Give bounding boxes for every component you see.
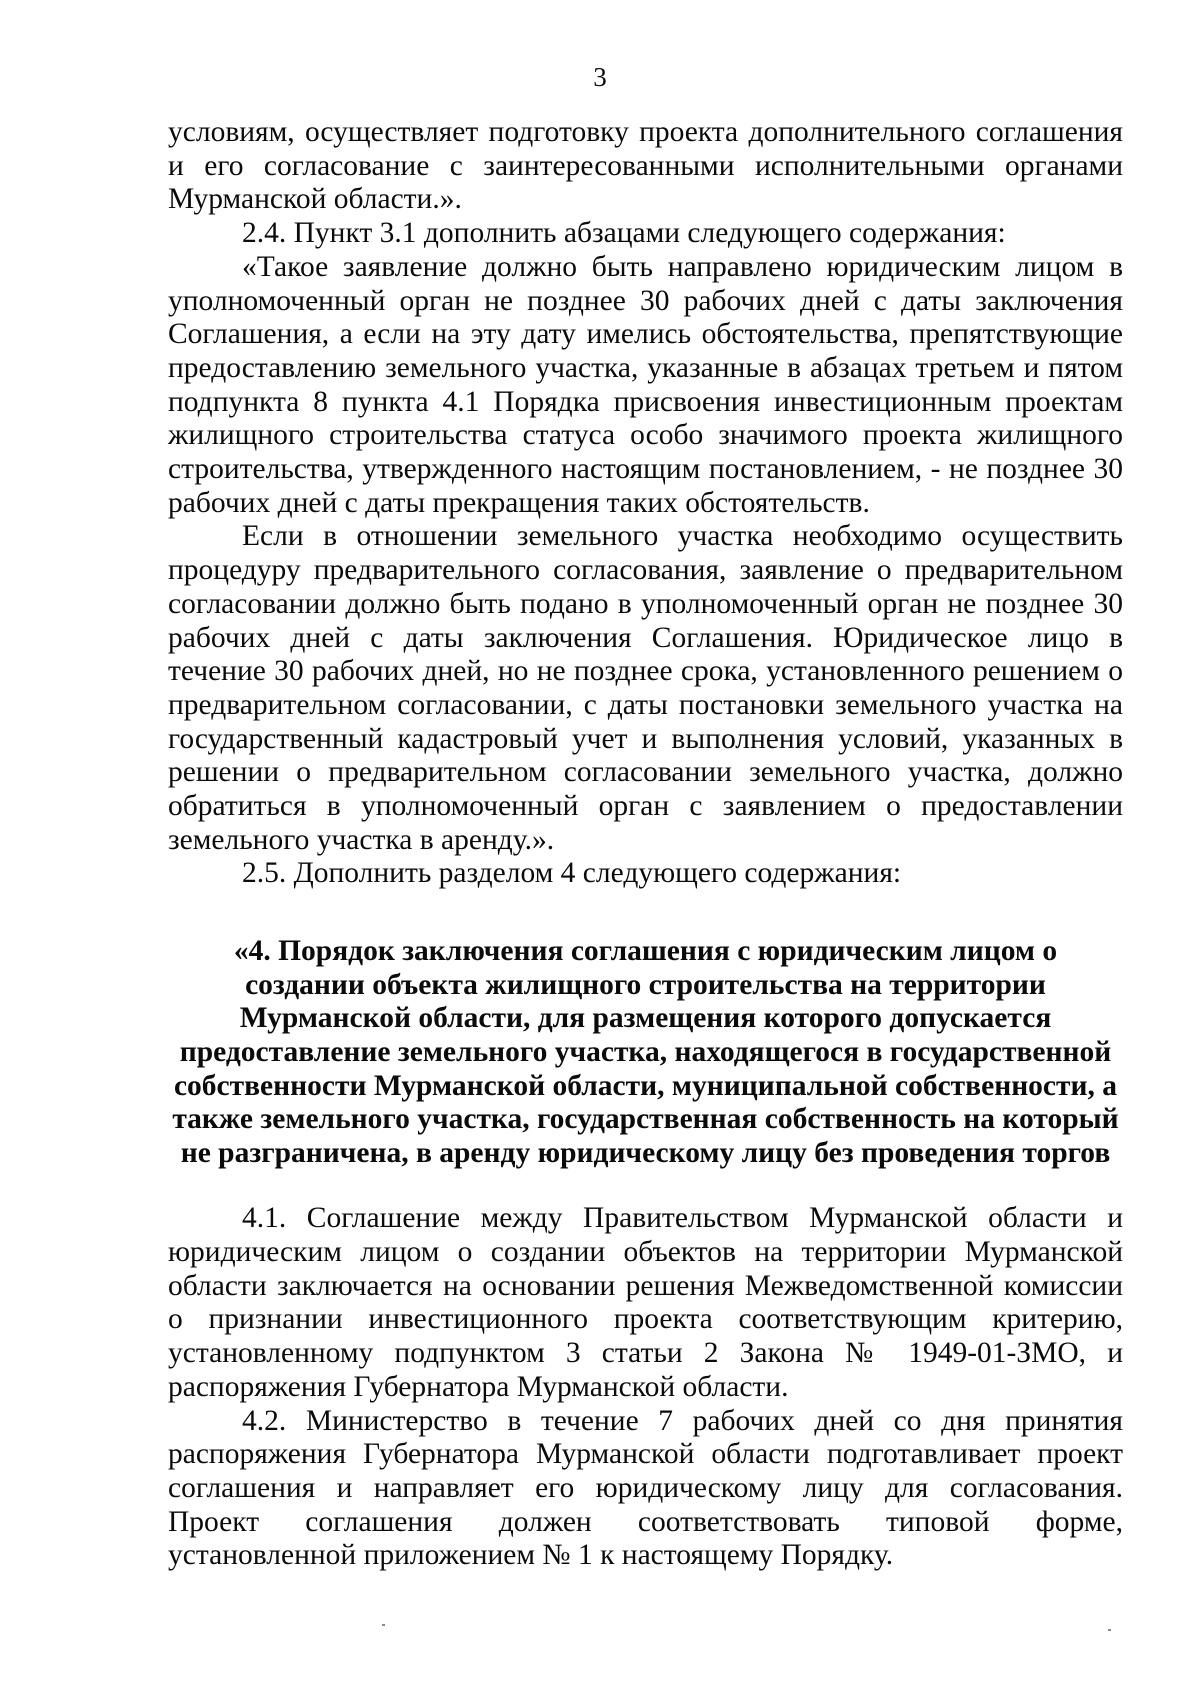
page-number: 3 [593,62,607,92]
paragraph-4-2: 4.2. Министерство в течение 7 рабочих дней со дня принятия распоряжения Губернатора Мурманской области подготавливает проект соглашения и направляет его юридическому лицу для согласования. Проект соглашения должен соответствовать типовой форме, установленной приложением № 1 к настоящему Порядку. [168,1404,1123,1572]
paragraph-continuation: условиям, осуществляет подготовку проекта дополнительного соглашения и его согласование с заинтересованными исполнительными органами Мурманской области.». [168,116,1123,216]
paragraph-quote-statement: «Такое заявление должно быть направлено юридическим лицом в уполномоченный орган не позднее 30 рабочих дней с даты заключения Соглашения, а если на эту дату имелись обстоятельства, препятствующие предоставлению земельного участка, указанные в абзацах третьем и пятом подпункта 8 пункта 4.1 Порядка присвоения инвестиционным проектам жилищного строительства статуса особо значимого проекта жилищного строительства, утвержденного настоящим постановлением, - не позднее 30 рабочих дней с даты прекращения таких обстоятельств. [168,250,1123,519]
paragraph-2-4: 2.4. Пункт 3.1 дополнить абзацами следующего содержания: [242,217,1006,250]
document-body [168,116,1123,1573]
scan-speck [1108,1629,1111,1631]
section-4-heading: «4. Порядок заключения соглашения с юридическим лицом о создании объекта жилищного строительства на территории Мурманской области, для размещения которого допускается предоставление земельного участка, находящегося в государственной собственности Мурманской области, муниципальной собственности, а также земельного участка, государственная собственность на который не разграничена, в аренду юридическому лицу без проведения торгов [172,935,1119,1169]
scan-speck [382,1624,385,1626]
paragraph-4-1: 4.1. Соглашение между Правительством Мурманской области и юридическим лицом о создании объектов на территории Мурманской области заключается на основании решения Межведомственной комиссии о признании инвестиционного проекта соответствующим критерию, установленному подпунктом 3 статьи 2 Закона № 1949-01-ЗМО, и распоряжения Губернатора Мурманской области. [168,1202,1123,1403]
paragraph-2-5: 2.5. Дополнить разделом 4 следующего содержания: [242,857,902,890]
paragraph-preliminary-approval: Если в отношении земельного участка необходимо осуществить процедуру предварительного согласования, заявление о предварительном согласовании должно быть подано в уполномоченный орган не позднее 30 рабочих дней с даты заключения Соглашения. Юридическое лицо в течение 30 рабочих дней, но не позднее срока, установленного решением о предварительном согласовании, с даты постановки земельного участка на государственный кадастровый учет и выполнения условий, указанных в решении о предварительном согласовании земельного участка, должно обратиться в уполномоченный орган с заявлением о предоставлении земельного участка в аренду.». [168,520,1123,856]
